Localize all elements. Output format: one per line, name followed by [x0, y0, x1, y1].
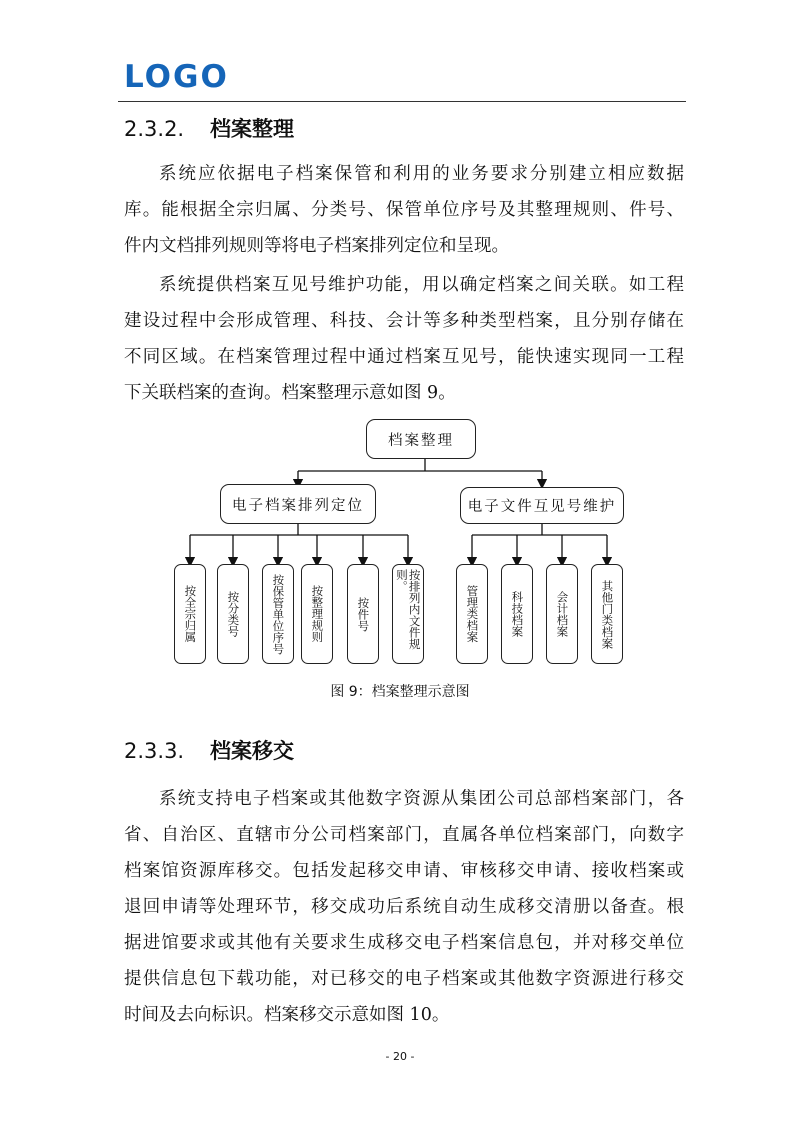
text-line: 时间及去向标识。档案移交示意如图 10。 — [124, 1005, 450, 1025]
section-heading-2-3-2 — [124, 113, 294, 143]
text-line: 建设过程中会形成管理、科技、会计等多种类型档案，且分别存储在 — [124, 311, 684, 331]
paragraph-cross-reference — [124, 267, 684, 411]
text-line: 省、自治区、直辖市分公司档案部门，直属各单位档案部门，向数字 — [124, 825, 684, 845]
section-number: 2.3.3. — [124, 739, 185, 763]
node-cross-reference-maintenance: 电子文件互见号维护 — [460, 487, 624, 524]
text-line: 件内文档排列规则等将电子档案排列定位和呈现。 — [124, 236, 509, 256]
header-rule — [118, 101, 686, 102]
text-line: 据进馆要求或其他有关要求生成移交电子档案信息包，并对移交单位 — [124, 933, 684, 953]
section-heading-2-3-3 — [124, 735, 294, 765]
leaf-other-archives: 其他门类档案 — [591, 564, 623, 664]
figure-caption: 图 9：档案整理示意图 — [330, 684, 470, 700]
leaf-technology-archives: 科技档案 — [501, 564, 533, 664]
leaf-by-arrangement-rule: 按整理规则 — [301, 564, 333, 664]
leaf-by-intra-item-order: 按排列内文件规则。 — [392, 564, 424, 664]
leaf-by-storage-unit: 按保管单位序号 — [262, 564, 294, 664]
text-line: 系统提供档案互见号维护功能，用以确定档案之间关联。如工程 — [159, 275, 684, 295]
leaf-management-archives: 管理类档案 — [456, 564, 488, 664]
leaf-by-class-number: 按分类号 — [217, 564, 249, 664]
section-title: 档案移交 — [210, 739, 294, 763]
text-line: 退回申请等处理环节，移交成功后系统自动生成移交清册以备查。根 — [124, 897, 684, 917]
node-arrangement-positioning: 电子档案排列定位 — [220, 484, 376, 524]
section-number: 2.3.2. — [124, 117, 185, 141]
archive-arrangement-diagram — [170, 416, 630, 672]
logo: LOGO — [124, 59, 229, 95]
text-line: 下关联档案的查询。档案整理示意如图 9。 — [124, 383, 456, 403]
node-archive-arrangement: 档案整理 — [366, 419, 476, 459]
leaf-by-fonds: 按全宗归属 — [174, 564, 206, 664]
text-line: 提供信息包下载功能，对已移交的电子档案或其他数字资源进行移交 — [124, 969, 684, 989]
leaf-accounting-archives: 会计档案 — [546, 564, 578, 664]
text-line: 库。能根据全宗归属、分类号、保管单位序号及其整理规则、件号、 — [124, 200, 684, 220]
leaf-by-item-number: 按件号 — [347, 564, 379, 664]
section-title: 档案整理 — [210, 117, 294, 141]
text-line: 系统应依据电子档案保管和利用的业务要求分别建立相应数据 — [159, 164, 684, 184]
page-number: - 20 - — [385, 1050, 415, 1063]
paragraph-archive-transfer — [124, 781, 684, 1033]
text-line: 不同区域。在档案管理过程中通过档案互见号，能快速实现同一工程 — [124, 347, 684, 367]
text-line: 档案馆资源库移交。包括发起移交申请、审核移交申请、接收档案或 — [124, 861, 684, 881]
paragraph-database — [124, 156, 684, 264]
text-line: 系统支持电子档案或其他数字资源从集团公司总部档案部门，各 — [159, 789, 684, 809]
